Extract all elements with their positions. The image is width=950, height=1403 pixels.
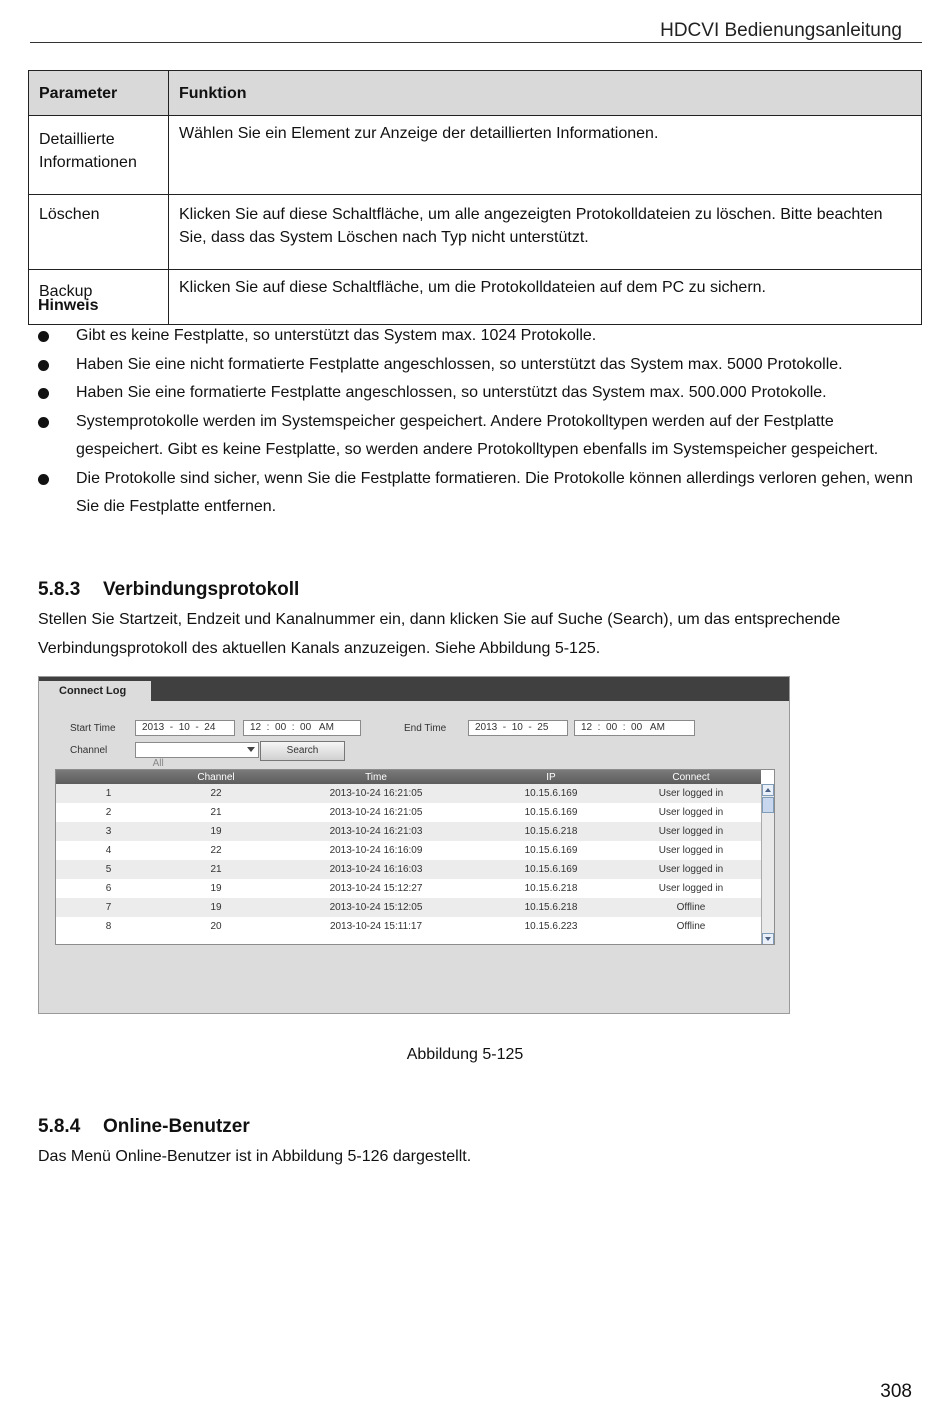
cell-index: 7 [56,898,161,917]
channel-select[interactable] [135,742,259,769]
header-rule [30,42,922,43]
channel-select-value: All [152,758,164,769]
chevron-down-icon [247,747,255,752]
table-row[interactable] [56,803,761,822]
cell-connect: User logged in [621,784,761,803]
column-header-time: Time [271,770,481,784]
cell-index: 4 [105,845,112,856]
cell-ip: 10.15.6.218 [481,898,621,917]
cell-index: 6 [105,883,112,894]
column-header-parameter: Parameter [29,71,169,116]
cell-channel: 22 [210,845,222,856]
cell-ip: 10.15.6.223 [524,921,578,932]
table-row[interactable] [56,784,761,803]
cell-time: 2013-10-24 16:21:05 [329,807,423,818]
scroll-down-icon[interactable] [762,933,774,945]
cell-index: 5 [56,860,161,879]
table-row[interactable] [56,860,761,879]
table-row[interactable] [56,879,761,898]
cell-time: 2013-10-24 16:16:03 [271,860,481,879]
screenshot-tab-bar [39,677,789,701]
parameter-table-header [29,71,922,116]
cell-channel: 19 [161,822,271,841]
table-scrollbar[interactable] [761,784,774,945]
page-number: 308 [880,1381,912,1402]
cell-connect: User logged in [621,860,761,879]
cell-connect: User logged in [658,807,724,818]
cell-channel: 20 [210,921,222,932]
section-paragraph: Stellen Sie Startzeit, Endzeit und Kanalnummer ein, dann klicken Sie auf Suche (Search), um das entsprechende Verbindungsprotokoll des aktuellen Kanals anzuzeigen. Siehe Abbildung 5-125. [38,611,841,657]
bullet-icon [38,360,49,371]
cell-index: 8 [105,921,112,932]
cell-connect: User logged in [621,822,761,841]
section-title: Online-Benutzer [103,1116,250,1137]
cell-ip: 10.15.6.218 [524,883,578,894]
list-item [38,465,918,522]
note-text: Die Protokolle sind sicher, wenn Sie die Festplatte formatieren. Die Protokolle können allerdings verloren gehen, wenn Sie die Festplatte entfernen. [76,469,913,515]
table-row [29,195,922,270]
section-heading-connect-log [38,579,299,601]
cell-ip: 10.15.6.169 [524,845,578,856]
bullet-icon [38,417,49,428]
cell-connect: Offline [621,898,761,917]
table-row[interactable] [56,822,761,841]
connect-log-screenshot [38,676,790,1014]
list-item [38,322,918,351]
column-header-index [56,770,161,784]
note-text: Systemprotokolle werden im Systemspeicher gespeichert. Andere Protokolltypen werden auf der Festplatte gespeichert. Gibt es keine Festplatte, so werden andere Protokolltypen ebenfalls im Systemspeicher gespeichert. [76,412,879,458]
scroll-up-icon[interactable] [762,784,774,796]
cell-ip: 10.15.6.169 [481,784,621,803]
note-list [38,322,918,522]
list-item [38,408,918,465]
cell-ip: 10.15.6.169 [481,860,621,879]
tab-connect-log[interactable]: Connect Log [39,681,151,703]
start-clock-field[interactable]: 12 : 00 : 00 AM [243,720,361,736]
table-row[interactable] [56,917,761,936]
list-item [38,379,918,408]
section-title: Verbindungsprotokoll [103,579,300,600]
section-paragraph: Das Menü Online-Benutzer ist in Abbildung 5-126 dargestellt. [38,1148,472,1165]
cell-connect: Offline [676,921,706,932]
cell-channel: 21 [210,807,222,818]
cell-time: 2013-10-24 16:21:03 [271,822,481,841]
param-name: Backup [29,270,169,325]
parameter-table [28,70,922,325]
cell-index: 3 [56,822,161,841]
param-function: Klicken Sie auf diese Schaltfläche, um die Protokolldateien auf dem PC zu sichern. [169,270,922,325]
param-name: Löschen [29,195,169,270]
bullet-icon [38,388,49,399]
scroll-thumb[interactable] [762,797,774,813]
cell-time: 2013-10-24 15:12:05 [271,898,481,917]
cell-index: 2 [105,807,112,818]
note-text: Haben Sie eine nicht formatierte Festplatte angeschlossen, so unterstützt das System max. 5000 Protokolle. [76,355,843,373]
cell-index: 1 [56,784,161,803]
bullet-icon [38,331,49,342]
column-header-ip: IP [481,770,621,784]
cell-channel: 19 [210,883,222,894]
column-header-function: Funktion [169,71,922,116]
cell-channel: 22 [161,784,271,803]
cell-time: 2013-10-24 15:11:17 [329,921,423,932]
cell-ip: 10.15.6.218 [481,822,621,841]
running-header: HDCVI Bedienungsanleitung [660,20,902,41]
cell-time: 2013-10-24 16:16:09 [329,845,423,856]
table-row [29,116,922,195]
end-clock-field[interactable]: 12 : 00 : 00 AM [574,720,695,736]
note-text: Gibt es keine Festplatte, so unterstützt das System max. 1024 Protokolle. [76,327,597,344]
section-number: 5.8.3 [38,579,81,600]
cell-connect: User logged in [658,883,724,894]
param-function: Klicken Sie auf diese Schaltfläche, um alle angezeigten Protokolldateien zu löschen. Bitte beachten Sie, dass das System Löschen nach Typ nicht unterstützt. [169,195,922,270]
cell-time: 2013-10-24 16:21:05 [271,784,481,803]
table-row[interactable] [56,898,761,917]
search-button[interactable]: Search [260,741,345,761]
cell-channel: 19 [161,898,271,917]
end-date-field[interactable]: 2013 - 10 - 25 [468,720,568,736]
column-header-connect: Connect [621,770,761,784]
list-item [38,351,918,380]
note-text: Haben Sie eine formatierte Festplatte angeschlossen, so unterstützt das System max. 500.000 Protokolle. [76,384,827,401]
cell-channel: 21 [161,860,271,879]
table-row [29,270,922,325]
cell-ip: 10.15.6.169 [524,807,578,818]
connect-log-table [55,769,775,945]
param-name: Detaillierte Informationen [29,116,169,195]
column-header-channel: Channel [161,770,271,784]
param-function: Wählen Sie ein Element zur Anzeige der detaillierten Informationen. [169,116,922,195]
start-time-label: Start Time [70,723,116,734]
end-time-label: End Time [404,723,447,734]
start-date-field[interactable]: 2013 - 10 - 24 [135,720,235,736]
figure-caption: Abbildung 5-125 [406,1046,524,1063]
cell-connect: User logged in [658,845,724,856]
cell-time: 2013-10-24 15:12:27 [329,883,423,894]
section-number: 5.8.4 [38,1116,81,1137]
table-row[interactable] [56,841,761,860]
note-title: Hinweis [38,297,99,314]
grid-header [56,770,761,784]
bullet-icon [38,474,49,485]
section-heading-online-users [38,1116,250,1138]
channel-label: Channel [70,745,108,756]
